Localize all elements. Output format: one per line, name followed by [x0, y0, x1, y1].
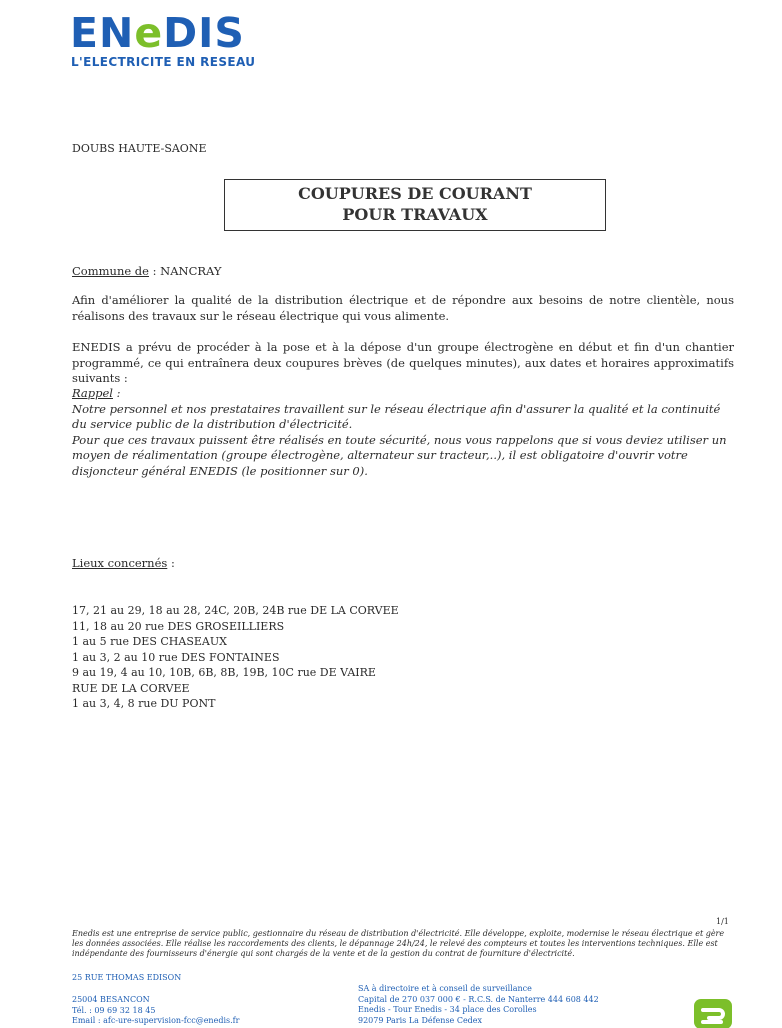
logo-text-e: e [134, 9, 164, 57]
list-item: 11, 18 au 20 rue DES GROSEILLIERS [72, 619, 285, 633]
legal-block [358, 984, 599, 1026]
address-block [72, 995, 239, 1027]
rappel-heading [72, 386, 736, 402]
list-item: RUE DE LA CORVEE [72, 681, 190, 695]
title-box [224, 179, 606, 231]
list-item: 1 au 5 rue DES CHASEAUX [72, 635, 227, 648]
lieux-heading [72, 556, 175, 570]
rappel-label: Rappel [72, 386, 113, 400]
legal-line-2: Capital de 270 037 000 € - R.C.S. de Nanterre 444 608 442 [358, 994, 599, 1004]
rappel-text-2: Pour que ces travaux puissent être réalisés en toute sécurité, nous vous rappelons que si vous deviez utiliser un moyen de réalimentation (groupe électrogène, alternateur sur tracteur,..), il est obligatoire d'ouvrir votre disjoncteur général ENEDIS (le positionner sur 0). [72, 432, 727, 478]
page-number: 1/1 [716, 917, 729, 926]
logo-tagline: L'ELECTRICITE EN RESEAU [71, 55, 256, 69]
list-item: 1 au 3, 4, 8 rue DU PONT [72, 697, 216, 710]
intro-paragraph: Afin d'améliorer la qualité de la distribution électrique et de répondre aux besoins de notre clientèle, nous réalisons des travaux sur le réseau électrique qui vous alimente. [72, 293, 734, 323]
schedule-paragraph: ENEDIS a prévu de procéder à la pose et à la dépose d'un groupe électrogène en début et fin d'un chantier programmé, ce qui entraînera deux coupures brèves (de quelques minutes), aux dates et horaires approximatifs suivants : [72, 340, 734, 385]
address-email: Email : afc-ure-supervision-fcc@enedis.fr [72, 1016, 240, 1025]
legal-line-1: SA à directoire et à conseil de surveillance [358, 984, 532, 993]
commune-line [72, 264, 222, 278]
region-label: DOUBS HAUTE-SAONE [72, 142, 207, 155]
logo-text-dis: DIS [163, 9, 245, 57]
title-line-2: POUR TRAVAUX [342, 205, 488, 224]
list-item: 17, 21 au 29, 18 au 28, 24C, 20B, 24B rue DE LA CORVEE [72, 604, 399, 617]
lieux-label: Lieux concernés [72, 556, 168, 570]
lieux-colon: : [167, 556, 175, 570]
rappel-block [72, 386, 736, 479]
list-item: 1 au 3, 2 au 10 rue DES FONTAINES [72, 650, 280, 664]
logo-text-en: EN [70, 9, 135, 57]
enedis-mark-icon [693, 998, 733, 1028]
legal-line-4: 92079 Paris La Défense Cedex [358, 1015, 483, 1025]
commune-value: : NANCRAY [148, 264, 222, 278]
legal-line-3: Enedis - Tour Enedis - 34 place des Corolles [358, 1005, 537, 1014]
list-item: 9 au 19, 4 au 10, 10B, 6B, 8B, 19B, 10C rue DE VAIRE [72, 666, 376, 679]
rappel-colon: : [113, 386, 121, 400]
address-street: 25 RUE THOMAS EDISON [72, 973, 182, 982]
enedis-logo [70, 10, 245, 56]
lieux-list [72, 603, 399, 712]
commune-label: Commune de [72, 264, 149, 278]
address-city: 25004 BESANCON [72, 995, 150, 1004]
title-line-1: COUPURES DE COURANT [298, 184, 532, 203]
address-tel: Tél. : 09 69 32 18 45 [72, 1005, 156, 1015]
footer-note: Enedis est une entreprise de service public, gestionnaire du réseau de distribution d'électricité. Elle développe, exploite, modernise le réseau électrique et gère les données associées. Elle réalise les raccordements des clients, le dépannage 24h/24, le relevé des compteurs et toutes les interventions techniques. Elle est indépendante des fournisseurs d'énergie qui sont chargés de la vente et de la gestion du contrat de fourniture d'électricité. [72, 929, 725, 958]
rappel-text-1: Notre personnel et nos prestataires travaillent sur le réseau électrique afin d'assurer la qualité et la continuité du service public de la distribution d'électricité. [72, 401, 721, 431]
